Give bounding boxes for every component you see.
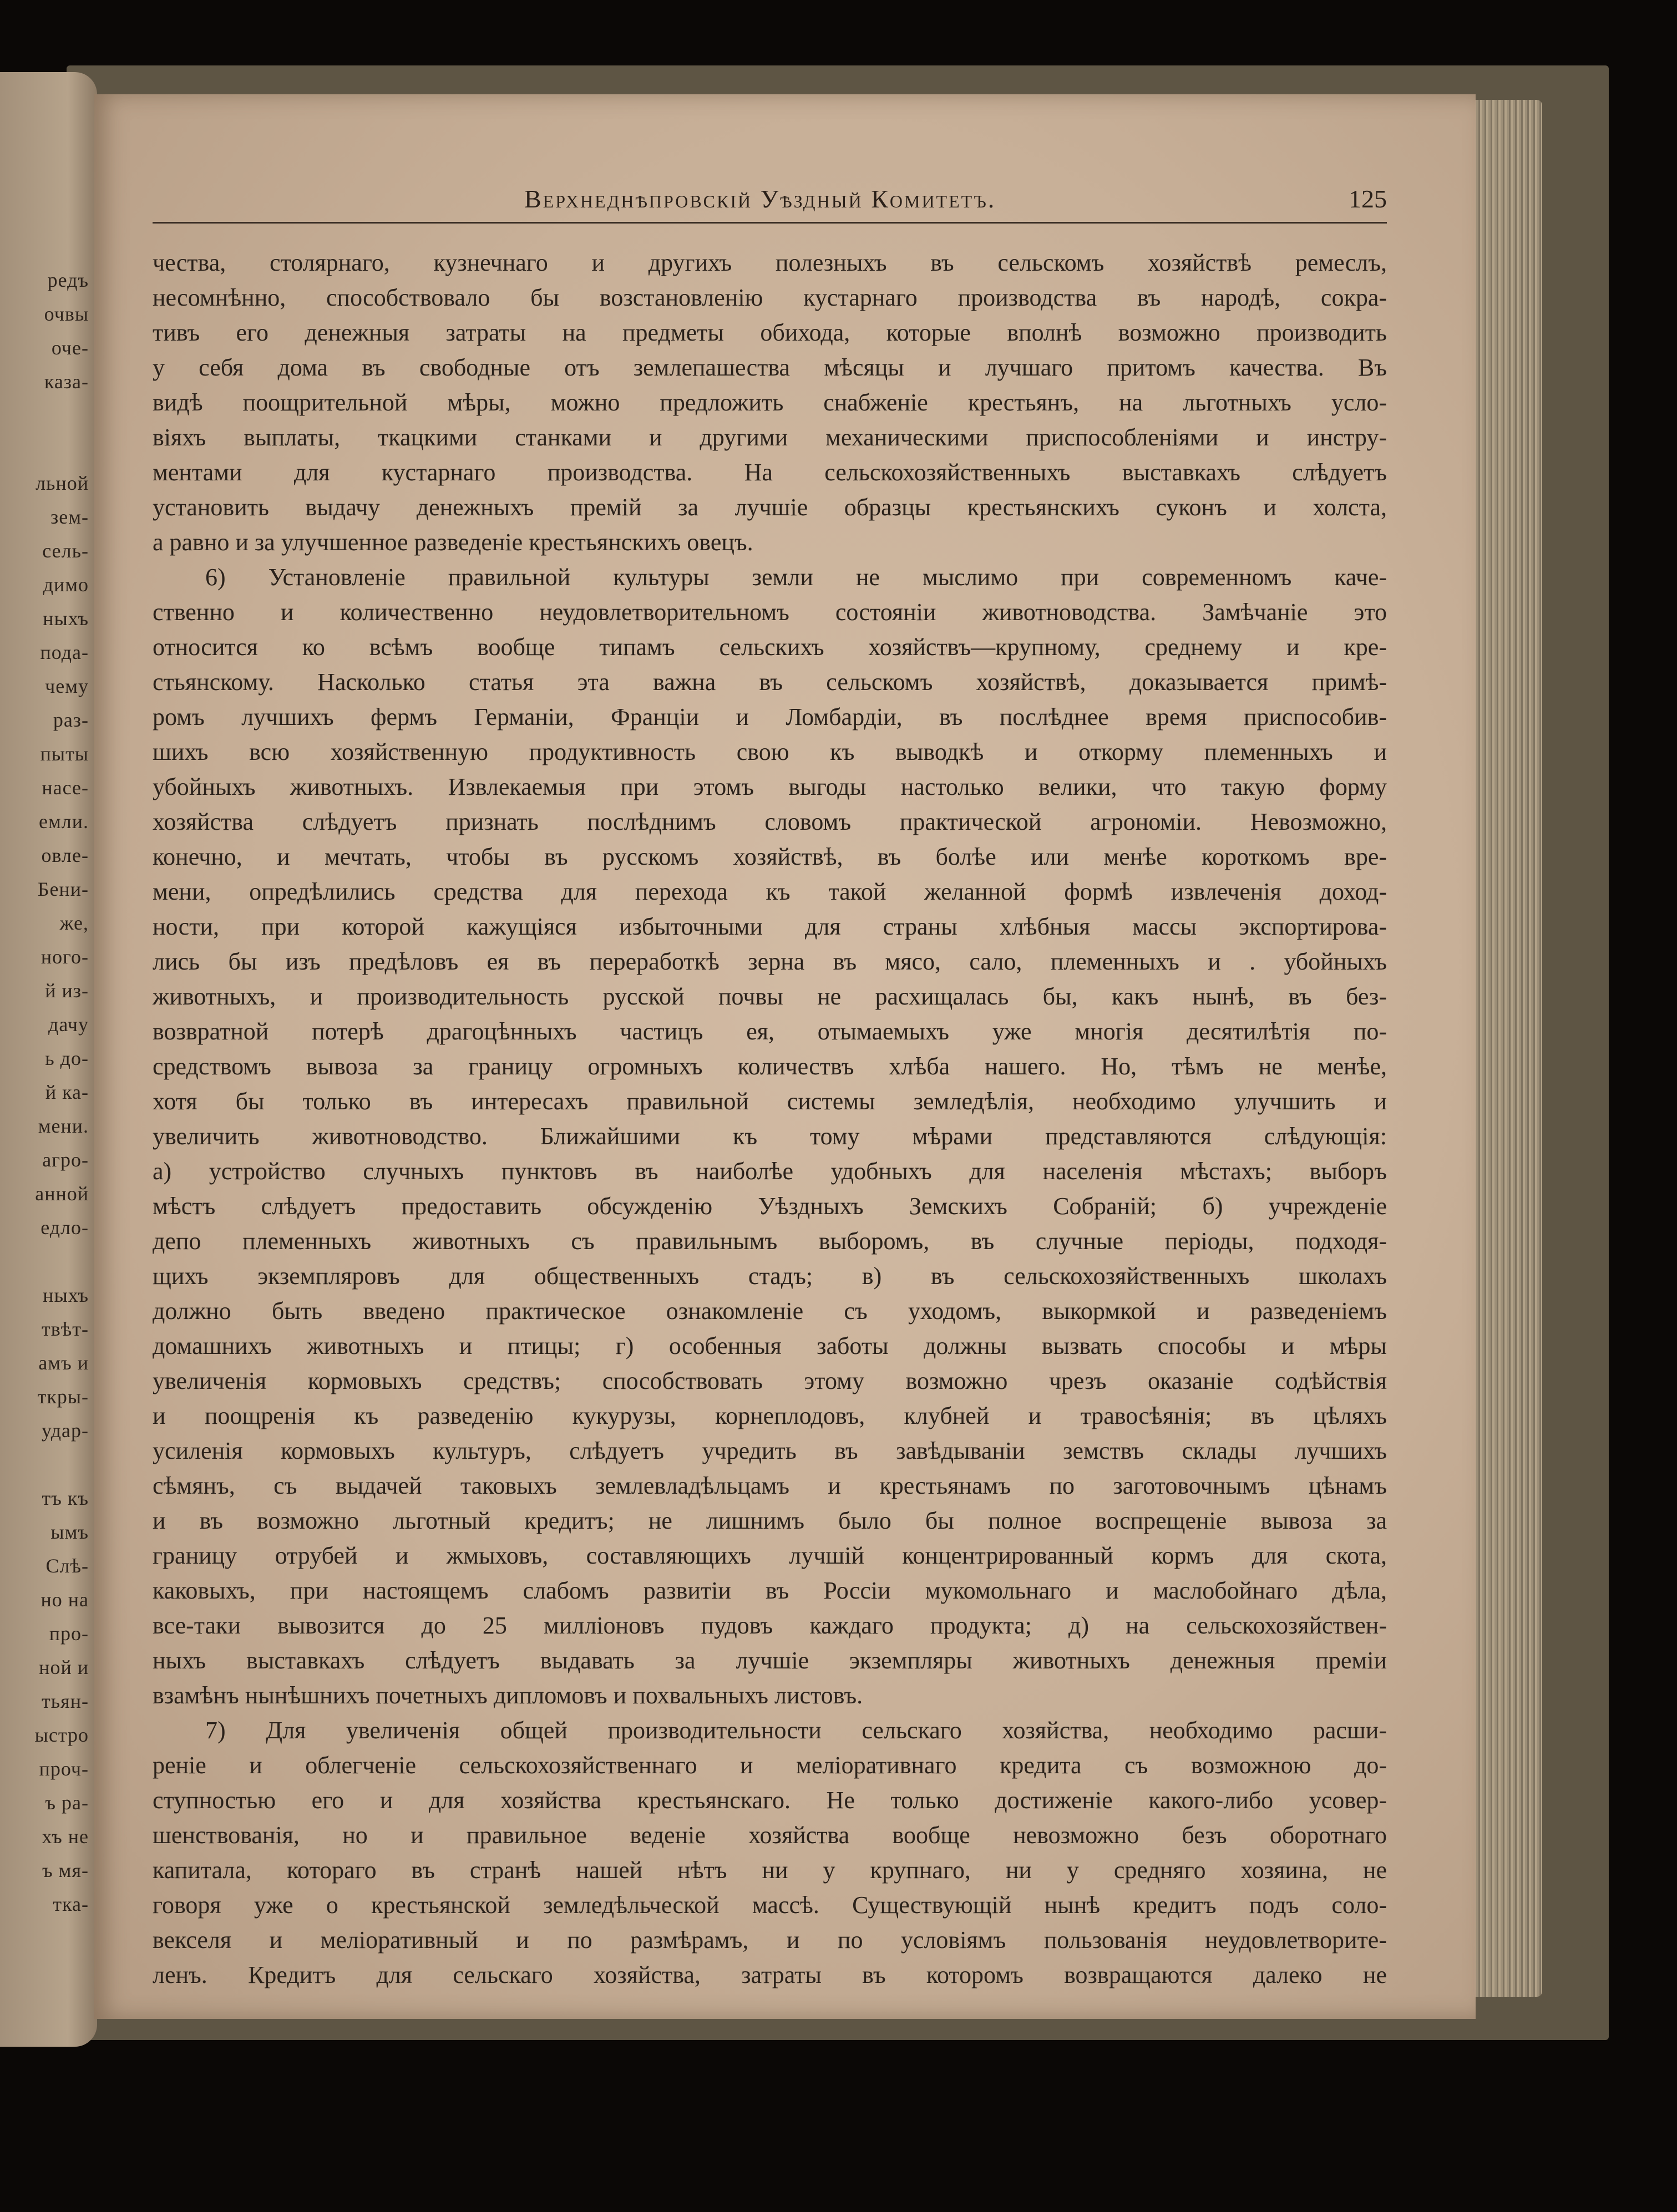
text-line: депо племенныхъ животныхъ съ правильнымъ выборомъ, въ случные періоды, подходя- xyxy=(153,1227,1387,1255)
text-line: ромъ лучшихъ фермъ Германіи, Франціи и Ломбардіи, въ послѣднее время приспособив- xyxy=(153,703,1387,730)
text-line: ственно и количественно неудовлетворительномъ состояніи животноводства. Замѣчаніе это xyxy=(153,598,1387,626)
text-line: векселя и меліоративный и по размѣрамъ, и по условіямъ пользованія неудовлетворите- xyxy=(153,1926,1387,1954)
text-line: установить выдачу денежныхъ премій за лучшіе образцы крестьянскихъ суконъ и холста, xyxy=(153,494,1387,521)
left-page-fragment xyxy=(0,1245,89,1279)
left-page-fragment: же, xyxy=(59,912,89,934)
left-page-fragment: й ка- xyxy=(45,1081,89,1103)
left-page-fragment: Слѣ- xyxy=(45,1555,89,1577)
text-line: у себя дома въ свободные отъ землепашества мѣсяцы и лучшаго притомъ качества. Въ xyxy=(153,354,1387,381)
left-page-fragment: про- xyxy=(49,1622,89,1645)
left-page-fragment: каза- xyxy=(44,371,89,393)
left-page-fragment: овле- xyxy=(41,844,89,866)
left-page-fragment: сель- xyxy=(42,540,89,562)
text-line: мѣстъ слѣдуетъ предоставить обсужденію Уѣздныхъ Земскихъ Собраній; б) учрежденіе xyxy=(153,1193,1387,1220)
text-line: каковыхъ, при настоящемъ слабомъ развитіи въ Россіи мукомольнаго и маслобойнаго дѣла, xyxy=(153,1577,1387,1604)
text-line: ности, при которой кажущіяся избыточными для страны хлѣбныя массы экспортирова- xyxy=(153,913,1387,940)
left-page-fragment: тьян- xyxy=(42,1690,89,1712)
text-line: убойныхъ животныхъ. Извлекаемыя при этомъ выгоды настолько велики, что такую форму xyxy=(153,773,1387,800)
text-line: хотя бы только въ интересахъ правильной системы земледѣлія, необходимо улучшить и xyxy=(153,1088,1387,1115)
left-page-fragment: ного- xyxy=(40,946,89,968)
left-page-fragment: твѣт- xyxy=(42,1318,89,1340)
text-line: ментами для кустарнаго производства. На сельскохозяйственныхъ выставкахъ слѣдуетъ xyxy=(153,459,1387,486)
left-page-fragment: Бени- xyxy=(37,878,89,900)
main-page xyxy=(94,94,1476,2019)
page-edges xyxy=(1470,100,1542,1997)
text-line: и въ возможно льготный кредитъ; не лишнимъ было бы полное воспрещеніе вывоза за xyxy=(153,1507,1387,1534)
text-line: несомнѣнно, способствовало бы возстановленію кустарнаго производства въ народѣ, сокра- xyxy=(153,284,1387,311)
left-page-fragment: емли. xyxy=(39,810,89,833)
left-page-fragment: чему xyxy=(45,675,89,697)
text-line: а равно и за улучшенное разведеніе крестьянскихъ овецъ. xyxy=(153,529,753,556)
left-page-fragment: дачу xyxy=(48,1013,89,1036)
left-page-fragment: мени. xyxy=(38,1115,89,1137)
text-line: взамѣнъ нынѣшнихъ почетныхъ дипломовъ и похвальныхъ листовъ. xyxy=(153,1682,863,1709)
text-line: ступностью его и для хозяйства крестьянскаго. Не только достиженіе какого-либо усовер- xyxy=(153,1787,1387,1814)
page-number: 125 xyxy=(1349,185,1387,213)
left-page-fragment: ной и xyxy=(39,1656,89,1678)
text-line: віяхъ выплаты, ткацкими станками и другими механическими приспособленіями и инстру- xyxy=(153,424,1387,451)
text-line: средствомъ вывоза за границу огромныхъ количествъ хлѣба нашего. Но, тѣмъ не менѣе, xyxy=(153,1053,1387,1080)
left-page-fragment: редъ xyxy=(47,269,89,291)
text-line: домашнихъ животныхъ и птицы; г) особенныя заботы должны вызвать способы и мѣры xyxy=(153,1332,1387,1359)
text-line: животныхъ, и производительность русской почвы не расхищалась бы, какъ нынѣ, въ без- xyxy=(153,983,1387,1010)
text-line: капитала, котораго въ странѣ нашей нѣтъ ни у крупнаго, ни у средняго хозяина, не xyxy=(153,1856,1387,1884)
left-page-fragment: оче- xyxy=(51,337,89,359)
left-page-fragment: ыстро xyxy=(34,1724,89,1746)
left-page-fragment: ымъ xyxy=(50,1521,89,1543)
left-page-fragment: раз- xyxy=(53,709,89,731)
text-line: 6) Установленіе правильной культуры земли не мыслимо при современномъ каче- xyxy=(205,564,1387,591)
left-page-fragment: удар- xyxy=(41,1419,89,1442)
left-page-fragment: но на xyxy=(40,1589,89,1611)
text-line: конечно, и мечтать, чтобы въ русскомъ хозяйствѣ, въ болѣе или менѣе короткомъ вре- xyxy=(153,843,1387,870)
text-line: возвратной потерѣ драгоцѣнныхъ частицъ ея, отымаемыхъ уже многія десятилѣтія по- xyxy=(153,1018,1387,1045)
left-page-fragment: тъ къ xyxy=(42,1487,89,1509)
left-page-fragment: насе- xyxy=(42,777,89,799)
text-line: все-таки вывозится до 25 милліоновъ пудовъ каждаго продукта; д) на сельскохозяйствен- xyxy=(153,1612,1387,1639)
text-line: лись бы изъ предѣловъ ея въ переработкѣ зерна въ мясо, сало, племенныхъ и . убойныхъ xyxy=(153,948,1387,975)
left-page-fragment: пода- xyxy=(40,641,89,663)
text-line: должно быть введено практическое ознакомленіе съ уходомъ, выкормкой и разведеніемъ xyxy=(153,1297,1387,1325)
text-line: реніе и облегченіе сельскохозяйственнаго и меліоративнаго кредита съ возможною до- xyxy=(153,1752,1387,1779)
left-page-fragment: й из- xyxy=(45,980,89,1002)
text-line: стьянскому. Насколько статья эта важна въ сельскомъ хозяйствѣ, доказывается примѣ- xyxy=(153,668,1387,696)
left-page-fragment: ныхъ xyxy=(43,1284,89,1306)
left-page-text-fragments xyxy=(0,263,89,1921)
left-page-fragment xyxy=(0,1448,89,1482)
left-page-fragment: ь до- xyxy=(45,1047,89,1069)
body-text xyxy=(153,245,1387,1992)
left-page-fragment: пыты xyxy=(40,743,89,765)
text-line: мени, опредѣлились средства для перехода къ такой желанной формѣ извлеченія доход- xyxy=(153,878,1387,905)
text-line: ныхъ выставкахъ слѣдуетъ выдавать за лучшіе экземпляры животныхъ денежныя преміи xyxy=(153,1647,1387,1674)
text-line: чества, столярнаго, кузнечнаго и другихъ полезныхъ въ сельскомъ хозяйствѣ ремеслъ, xyxy=(153,249,1387,276)
left-page-fragment: амъ и xyxy=(38,1352,89,1374)
left-page-fragment: зем- xyxy=(50,506,89,528)
running-head-title: Верхнеднѣпровскій Уѣздный Комитетъ. xyxy=(524,185,996,213)
text-line: шихъ всю хозяйственную продуктивность свою къ выводкѣ и откорму племенныхъ и xyxy=(153,738,1387,765)
left-page-fragment: ъ ра- xyxy=(45,1792,89,1814)
left-page-fragment xyxy=(0,399,89,433)
text-line: щихъ экземпляровъ для общественныхъ стадъ; в) въ сельскохозяйственныхъ школахъ xyxy=(153,1262,1387,1290)
left-page-fragment: очвы xyxy=(44,303,89,325)
text-line: 7) Для увеличенія общей производительности сельскаго хозяйства, необходимо расши- xyxy=(205,1717,1387,1744)
left-page-fragment: агро- xyxy=(42,1149,89,1171)
text-line: границу отрубей и жмыховъ, составляющихъ лучшій концентрированный кормъ для скота, xyxy=(153,1542,1387,1569)
text-line: сѣмянъ, съ выдачей таковыхъ землевладѣльцамъ и крестьянамъ по заготовочнымъ цѣнамъ xyxy=(153,1472,1387,1499)
left-page-fragment: анной xyxy=(35,1183,89,1205)
left-page xyxy=(0,72,97,2047)
text-line: говоря уже о крестьянской земледѣльческой массѣ. Существующій нынѣ кредитъ подъ соло- xyxy=(153,1891,1387,1919)
text-line: увеличенія кормовыхъ средствъ; способствовать этому возможно чрезъ оказаніе содѣйствія xyxy=(153,1367,1387,1394)
left-page-fragment xyxy=(0,433,89,466)
text-line: и поощренія къ разведенію кукурузы, корнеплодовъ, клубней и травосѣянія; въ цѣляхъ xyxy=(153,1402,1387,1429)
text-line: а) устройство случныхъ пунктовъ въ наиболѣе удобныхъ для населенія мѣстахъ; выборъ xyxy=(153,1158,1387,1185)
text-line: шенствованія, но и правильное веденіе хозяйства вообще невозможно безъ оборотнаго xyxy=(153,1822,1387,1849)
running-head xyxy=(153,177,1387,224)
left-page-fragment: льной xyxy=(36,472,89,494)
text-line: видѣ поощрительной мѣры, можно предложить снабженіе крестьянъ, на льготныхъ усло- xyxy=(153,389,1387,416)
left-page-fragment: ныхъ xyxy=(43,607,89,630)
left-page-fragment: едло- xyxy=(40,1216,89,1239)
left-page-fragment: проч- xyxy=(39,1758,89,1780)
text-line: относится ко всѣмъ вообще типамъ сельскихъ хозяйствъ—крупному, среднему и кре- xyxy=(153,633,1387,661)
left-page-fragment: ъ мя- xyxy=(42,1859,89,1881)
text-line: хозяйства слѣдуетъ признать послѣднимъ словомъ практической агрономіи. Невозможно, xyxy=(153,808,1387,835)
text-line: увеличить животноводство. Ближайшими къ тому мѣрами представляются слѣдующія: xyxy=(153,1123,1387,1150)
text-line: усиленія кормовыхъ культуръ, слѣдуетъ учредить въ завѣдываніи земствъ склады лучшихъ xyxy=(153,1437,1387,1464)
left-page-fragment: хъ не xyxy=(42,1825,89,1848)
text-line: ленъ. Кредитъ для сельскаго хозяйства, затраты въ которомъ возвращаются далеко не xyxy=(153,1961,1387,1988)
text-line: тивъ его денежныя затраты на предметы обихода, которые вполнѣ возможно производить xyxy=(153,319,1387,346)
left-page-fragment: тка- xyxy=(53,1893,89,1915)
left-page-fragment: ткры- xyxy=(37,1386,89,1408)
left-page-fragment: димо xyxy=(43,574,89,596)
